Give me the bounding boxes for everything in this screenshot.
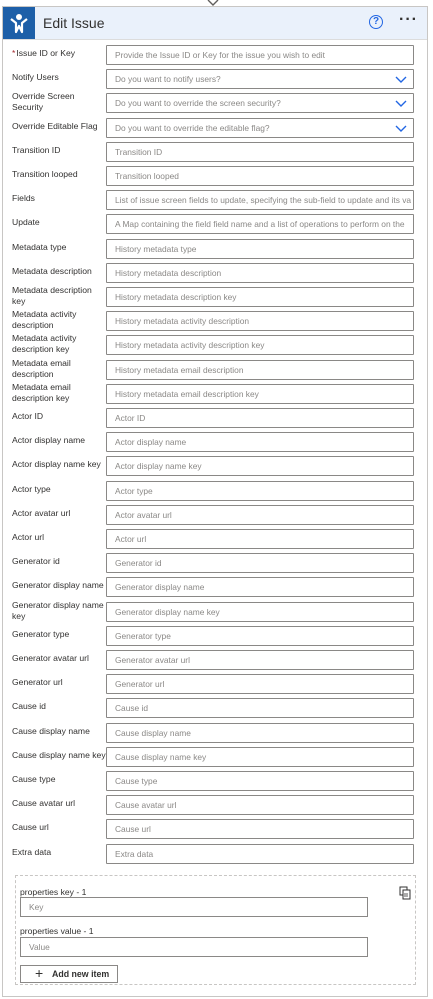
field-row [12, 844, 415, 868]
field-label [12, 242, 106, 253]
field-label-text: Cause display name [12, 725, 90, 736]
text-field[interactable] [106, 577, 414, 597]
field-row [12, 214, 415, 238]
field-row [12, 747, 415, 771]
field-row [12, 357, 415, 384]
field-label [12, 556, 106, 567]
text-field[interactable] [106, 45, 414, 65]
field-row [12, 650, 415, 674]
text-field[interactable] [106, 795, 414, 815]
field-placeholder: Cause display name [115, 727, 191, 738]
field-row [12, 408, 415, 432]
field-label [12, 774, 106, 785]
field-label-text: Cause id [12, 701, 46, 712]
properties-value-input[interactable]: Value [20, 937, 368, 957]
field-placeholder: Generator url [115, 679, 165, 690]
text-field[interactable] [106, 190, 414, 210]
field-row [12, 577, 415, 601]
field-placeholder: Cause avatar url [115, 800, 177, 811]
field-label [12, 333, 106, 355]
field-label-text: Transition ID [12, 144, 61, 155]
field-label [12, 193, 106, 204]
field-label [12, 48, 106, 59]
properties-key-input[interactable]: Key [20, 897, 368, 917]
field-placeholder: Do you want to override the screen security? [115, 98, 281, 109]
field-placeholder: Do you want to notify users? [115, 74, 221, 85]
field-row [12, 553, 415, 577]
help-icon[interactable]: ? [369, 15, 383, 29]
field-placeholder: Generator display name [115, 582, 205, 593]
field-label-text: Metadata email description key [12, 381, 71, 403]
field-label [12, 750, 106, 761]
field-label [12, 847, 106, 858]
field-row [12, 771, 415, 795]
field-placeholder: History metadata email description [115, 364, 244, 375]
text-field[interactable] [106, 311, 414, 331]
field-row [12, 335, 415, 359]
text-field[interactable] [106, 747, 414, 767]
field-placeholder: Actor url [115, 534, 147, 544]
field-label [12, 358, 106, 380]
field-row [12, 481, 415, 505]
field-label-text: Extra data [12, 846, 52, 857]
text-field[interactable] [106, 214, 414, 234]
field-label [12, 677, 106, 688]
field-placeholder: Extra data [115, 848, 154, 859]
text-field[interactable] [106, 650, 414, 670]
field-row [12, 45, 415, 69]
text-field[interactable] [106, 166, 414, 186]
field-label-text: Actor url [12, 532, 44, 542]
field-row [12, 239, 415, 263]
field-label-text: Generator id [12, 556, 60, 567]
field-label [12, 701, 106, 712]
field-label-text: Actor type [12, 483, 51, 494]
field-label-text: Issue ID or Key [16, 48, 76, 58]
properties-group [15, 875, 416, 985]
field-row [12, 311, 415, 335]
field-label [12, 822, 106, 833]
field-row [12, 626, 415, 650]
field-placeholder: History metadata type [115, 243, 197, 254]
field-label [12, 217, 106, 228]
dropdown-field[interactable] [106, 118, 414, 138]
field-label-text: Cause avatar url [12, 798, 76, 809]
field-label [12, 145, 106, 156]
field-label-text: Generator url [12, 677, 63, 688]
field-placeholder: Actor avatar url [115, 509, 172, 520]
text-field[interactable] [106, 263, 414, 283]
field-label-text: Metadata description key [12, 285, 92, 306]
text-field[interactable] [106, 384, 414, 404]
plus-icon: + [35, 965, 44, 981]
field-placeholder: History metadata description key [115, 292, 237, 302]
field-label [12, 121, 106, 132]
field-placeholder: Provide the Issue ID or Key for the issue you wish to edit [115, 50, 325, 60]
field-label-text: Update [12, 217, 40, 228]
field-label [12, 91, 106, 113]
field-label-text: Metadata description [12, 265, 92, 276]
field-label [12, 508, 106, 519]
chevron-down-icon[interactable] [395, 98, 407, 108]
field-placeholder: Cause url [115, 824, 151, 835]
field-placeholder: Cause display name key [115, 751, 207, 762]
field-label [12, 309, 106, 331]
field-row [12, 263, 415, 287]
text-field[interactable] [106, 674, 414, 694]
field-label [12, 72, 106, 83]
text-field[interactable] [106, 432, 414, 452]
field-row [12, 599, 415, 626]
field-placeholder: Generator display name key [115, 606, 220, 617]
field-row [12, 698, 415, 722]
properties-value-label: properties value - 1 [20, 926, 94, 936]
field-label [12, 382, 106, 404]
field-row [12, 142, 415, 166]
text-field[interactable] [106, 142, 414, 162]
edit-issue-card [2, 6, 428, 997]
field-label-text: Generator display name key [12, 599, 104, 621]
field-placeholder: Actor display name [115, 437, 187, 448]
field-placeholder: Generator type [115, 630, 171, 641]
field-label-text: Override Screen Security [12, 91, 75, 113]
field-label [12, 411, 106, 422]
dropdown-field[interactable] [106, 69, 414, 89]
text-field[interactable] [106, 553, 414, 573]
field-placeholder: List of issue screen fields to update, specifying the sub-field to update and its va [115, 195, 412, 206]
field-label-text: Generator type [12, 628, 70, 639]
field-placeholder: Do you want to override the editable flag? [115, 122, 270, 133]
text-field[interactable] [106, 287, 414, 307]
field-placeholder: History metadata description [115, 267, 222, 278]
field-label [12, 459, 106, 470]
field-row [12, 795, 415, 819]
text-field[interactable] [106, 844, 414, 864]
text-field[interactable] [106, 505, 414, 525]
field-row [12, 505, 415, 529]
field-label-text: Actor display name key [12, 459, 101, 470]
text-field[interactable] [106, 456, 414, 476]
field-placeholder: History metadata activity description [115, 316, 250, 327]
field-label-text: Actor display name [12, 435, 86, 446]
field-label [12, 435, 106, 446]
field-label [12, 266, 106, 277]
field-label [12, 169, 106, 180]
atlassian-jira-icon [3, 7, 35, 39]
field-label [12, 629, 106, 640]
properties-key-label: properties key - 1 [20, 887, 87, 897]
field-label-text: Override Editable Flag [12, 120, 98, 131]
text-field[interactable] [106, 698, 414, 718]
dropdown-field[interactable] [106, 93, 414, 113]
field-label [12, 653, 106, 664]
field-label-text: Actor avatar url [12, 507, 71, 518]
field-label-text: Generator avatar url [12, 653, 89, 663]
field-placeholder: History metadata email description key [115, 388, 259, 399]
field-placeholder: Cause type [115, 776, 158, 786]
field-label-text: Fields [12, 193, 35, 204]
text-field[interactable] [106, 529, 414, 549]
required-marker: * [12, 48, 16, 58]
field-label-text: Transition looped [12, 169, 78, 179]
field-row [12, 674, 415, 698]
field-label [12, 798, 106, 809]
text-field[interactable] [106, 360, 414, 380]
field-row [12, 819, 415, 843]
field-row [12, 381, 415, 408]
text-field[interactable] [106, 626, 414, 646]
field-row [12, 166, 415, 190]
field-placeholder: Cause id [115, 703, 149, 714]
text-field[interactable] [106, 408, 414, 428]
field-label-text: Notify Users [12, 72, 59, 83]
field-row [12, 723, 415, 747]
field-placeholder: Actor display name key [115, 461, 202, 472]
field-row [12, 287, 415, 311]
field-label-text: Metadata activity description key [12, 333, 77, 355]
text-field[interactable] [106, 602, 414, 622]
add-new-item-label: Add new item [52, 969, 110, 979]
more-options-icon[interactable]: ··· [399, 11, 418, 28]
text-field[interactable] [106, 335, 414, 355]
field-row [12, 432, 415, 456]
field-label-text: Metadata type [12, 241, 67, 252]
chevron-down-icon[interactable] [395, 74, 407, 84]
field-label-text: Actor ID [12, 411, 44, 421]
field-row [12, 456, 415, 480]
add-new-item-button[interactable] [20, 965, 118, 983]
field-label [12, 285, 106, 307]
field-row [12, 69, 415, 93]
field-placeholder: A Map containing the field field name and a list of operations to perform on the [115, 219, 405, 230]
chevron-down-icon[interactable] [395, 123, 407, 133]
card-title: Edit Issue [43, 15, 105, 31]
card-header[interactable] [3, 7, 427, 40]
text-field[interactable] [106, 819, 414, 839]
text-field[interactable] [106, 239, 414, 259]
field-placeholder: Transition looped [115, 171, 179, 181]
field-placeholder: Generator avatar url [115, 655, 190, 665]
delete-group-icon[interactable] [399, 886, 411, 900]
text-field[interactable] [106, 723, 414, 743]
field-label-text: Metadata email description [12, 357, 71, 379]
field-label-text: Metadata activity description [12, 309, 77, 331]
field-label-text: Cause type [12, 774, 56, 784]
field-row [12, 529, 415, 553]
field-placeholder: Actor ID [115, 413, 146, 423]
field-row [12, 118, 415, 142]
field-label-text: Cause url [12, 822, 49, 833]
field-placeholder: Generator id [115, 558, 162, 569]
field-label-text: Cause display name key [12, 749, 106, 760]
field-placeholder: Actor type [115, 485, 153, 496]
field-row [12, 93, 415, 117]
field-placeholder: History metadata activity description key [115, 340, 265, 351]
text-field[interactable] [106, 771, 414, 791]
field-label [12, 532, 106, 543]
field-placeholder: Transition ID [115, 146, 163, 157]
field-label-text: Generator display name [12, 580, 104, 591]
field-label [12, 484, 106, 495]
field-label [12, 600, 106, 622]
field-row [12, 190, 415, 214]
field-label [12, 580, 106, 591]
field-label [12, 726, 106, 737]
text-field[interactable] [106, 481, 414, 501]
